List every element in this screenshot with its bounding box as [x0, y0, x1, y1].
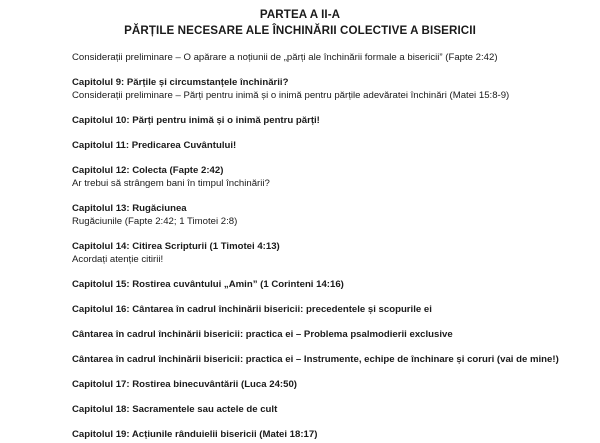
chapter-heading: Capitolul 19: Acțiunile rânduielii bisericii (Matei 18:17)	[72, 429, 318, 440]
chapter-subtitle: Ar trebui să strângem bani în timpul închinării?	[72, 178, 270, 189]
chapter-heading: Capitolul 17: Rostirea binecuvântării (Luca 24:50)	[72, 379, 297, 390]
toc-entry	[72, 378, 592, 391]
chapter-heading: Capitolul 16: Cântarea în cadrul închinării bisericii: precedentele și scopurile ei	[72, 304, 432, 315]
chapter-heading: Capitolul 15: Rostirea cuvântului „Amin” (1 Corinteni 14:16)	[72, 279, 344, 290]
chapter-heading: Cântarea în cadrul închinării bisericii: practica ei – Instrumente, echipe de închinare și coruri (vai de mine!)	[72, 354, 559, 365]
title-block	[0, 7, 600, 39]
toc-entry	[72, 51, 592, 64]
chapter-subtitle: Acordați atenție citirii!	[72, 254, 164, 265]
chapter-subtitle: Rugăciunile (Fapte 2:42; 1 Timotei 2:8)	[72, 216, 238, 227]
chapter-heading: Capitolul 14: Citirea Scripturii (1 Timotei 4:13)	[72, 241, 280, 252]
toc-entry	[72, 428, 592, 441]
chapter-heading: Capitolul 18: Sacramentele sau actele de cult	[72, 404, 278, 415]
chapter-heading: Capitolul 10: Părți pentru inimă și o inimă pentru părți!	[72, 115, 320, 126]
chapter-heading: Capitolul 12: Colecta (Fapte 2:42)	[72, 165, 224, 176]
table-of-contents	[72, 51, 592, 443]
chapter-subtitle: Considerații preliminare – O apărare a noțiunii de „părți ale închinării formale a bisericii” (Fapte 2:42)	[72, 52, 498, 63]
chapter-heading: Cântarea în cadrul închinării bisericii: practica ei – Problema psalmodierii exclusive	[72, 329, 453, 340]
chapter-heading: Capitolul 11: Predicarea Cuvântului!	[72, 140, 237, 151]
toc-entry	[72, 278, 592, 291]
chapter-subtitle: Considerații preliminare – Părți pentru inimă și o inimă pentru părțile adevăratei închinări (Matei 15:8-9)	[72, 90, 510, 101]
toc-entry	[72, 76, 592, 102]
chapter-heading: Capitolul 13: Rugăciunea	[72, 203, 187, 214]
toc-entry	[72, 139, 592, 152]
toc-entry	[72, 114, 592, 127]
chapter-heading: Capitolul 9: Părțile și circumstanțele închinării?	[72, 77, 289, 88]
toc-entry	[72, 202, 592, 228]
toc-entry	[72, 303, 592, 316]
toc-entry	[72, 353, 592, 366]
part-subtitle: PĂRȚILE NECESARE ALE ÎNCHINĂRII COLECTIVE A BISERICII	[124, 24, 476, 37]
toc-entry	[72, 403, 592, 416]
part-title: PARTEA A II-A	[259, 8, 341, 21]
toc-entry	[72, 240, 592, 266]
toc-entry	[72, 164, 592, 190]
toc-entry	[72, 328, 592, 341]
